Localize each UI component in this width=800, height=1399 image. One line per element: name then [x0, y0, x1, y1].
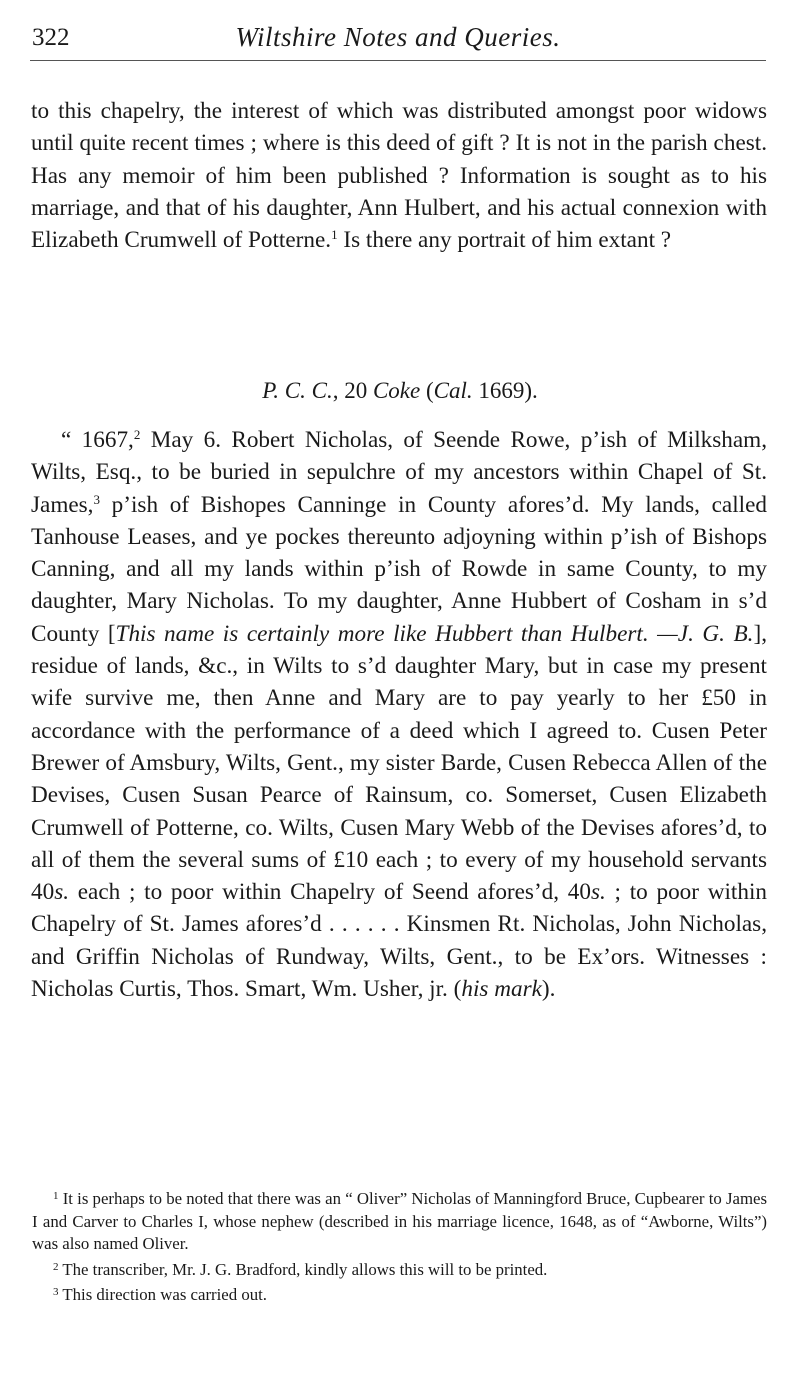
heading-open: (	[420, 378, 434, 403]
heading-sep: , 20	[332, 378, 373, 403]
will-abstract	[31, 424, 767, 1005]
paragraph-continuation	[31, 95, 767, 256]
will-text: ], residue of lands, &c., in Wilts to s’d daughter Mary, but in case my present wife survive me, then Anne and Mary are to pay yearly to her £50 in accordance with the performance of a deed which I agreed to. Cusen Peter Brewer of Amsbury, Wilts, Gent., my sister Barde, Cusen Rebecca Allen of the Devises, Cusen Susan Pearce of Rainsum, co. Somerset, Cusen Elizabeth Crumwell of Potterne, co. Wilts, Cusen Mary Webb of the Devises afores’d, to all of them the several sums of £10 each ; to every of my household servants 40	[31, 620, 767, 906]
will-text: “ 1667,	[61, 427, 134, 453]
page-header	[30, 20, 766, 61]
footnote-number: 3	[53, 1286, 59, 1299]
footnote-ref-1: 1	[331, 227, 338, 243]
footnote-2	[32, 1259, 767, 1282]
section-heading	[0, 378, 800, 404]
page-number: 322	[32, 24, 70, 51]
editor-note: This name is certainly more like Hubbert than Hulbert. —J. G. B.	[115, 620, 754, 647]
footnote-number: 2	[53, 1260, 59, 1273]
footnote-text: The transcriber, Mr. J. G. Bradford, kindly allows this will to be printed.	[58, 1259, 548, 1279]
will-text: ; to poor within Chapelry of St. James afores’d . . . . . . Kinsmen Rt. Nicholas, John Nicholas, and Griffin Nicholas of Rundway, Wilts, Gent., to be Ex’ors. Witnesses : Nicholas Curtis, Thos. Smart, Wm. Usher, jr. (	[31, 879, 767, 1003]
footnote-text: This direction was carried out.	[58, 1285, 267, 1305]
footnote-text: It is perhaps to be noted that there was an “ Oliver” Nicholas of Manningford Bruce, Cupbearer to James I and Carver to Charles I, whose nephew (described in his marriage licence, 1648, as of “Awborne, Wilts”) was also named Oliver.	[32, 1189, 767, 1254]
heading-book: Coke	[372, 378, 421, 403]
abbreviation: s.	[590, 879, 606, 906]
his-mark: his mark	[461, 976, 542, 1003]
will-text: May 6. Robert Nicholas, of Seende Rowe, p’ish of Milksham, Wilts, Esq., to be buried in sepulchre of my ancestors within Chapel of St. James,	[31, 427, 767, 518]
footnote-3	[32, 1284, 767, 1307]
footnote-ref-3: 3	[93, 491, 100, 507]
footnotes	[32, 1188, 767, 1310]
footnote-ref-2: 2	[133, 427, 141, 442]
running-title: Wiltshire Notes and Queries.	[235, 22, 561, 52]
footnote-number: 1	[53, 1190, 59, 1202]
footnote-1	[32, 1188, 767, 1256]
abbreviation: s.	[54, 879, 70, 906]
will-text: ).	[541, 976, 556, 1003]
heading-year: 1669).	[472, 378, 538, 403]
paragraph-text: Is there any portrait of him extant ?	[337, 227, 672, 254]
will-text: each ; to poor within Chapelry of Seend afores’d, 40	[69, 879, 591, 906]
heading-cal: Cal.	[433, 378, 473, 403]
paragraph-text: to this chapelry, the interest of which was distributed amongst poor widows until quite recent times ; where is this deed of gift ? It is not in the parish chest. Has any memoir of him been published ? Information is sought as to his marriage, and that of his daughter, Ann Hulbert, and his actual connexion with Elizabeth Crumwell of Potterne.	[31, 98, 767, 254]
heading-ref: P. C. C.	[262, 378, 333, 403]
will-text: p’ish of Bishopes Canninge in County afores’d. My lands, called Tanhouse Leases, and ye pockes thereunto adjoyning within p’ish of Bishops Canning, and all my lands within p’ish of Rowde in same County, to my daughter, Mary Nicholas. To my daughter, Anne Hubbert of Cosham in s’d County [	[31, 491, 767, 647]
